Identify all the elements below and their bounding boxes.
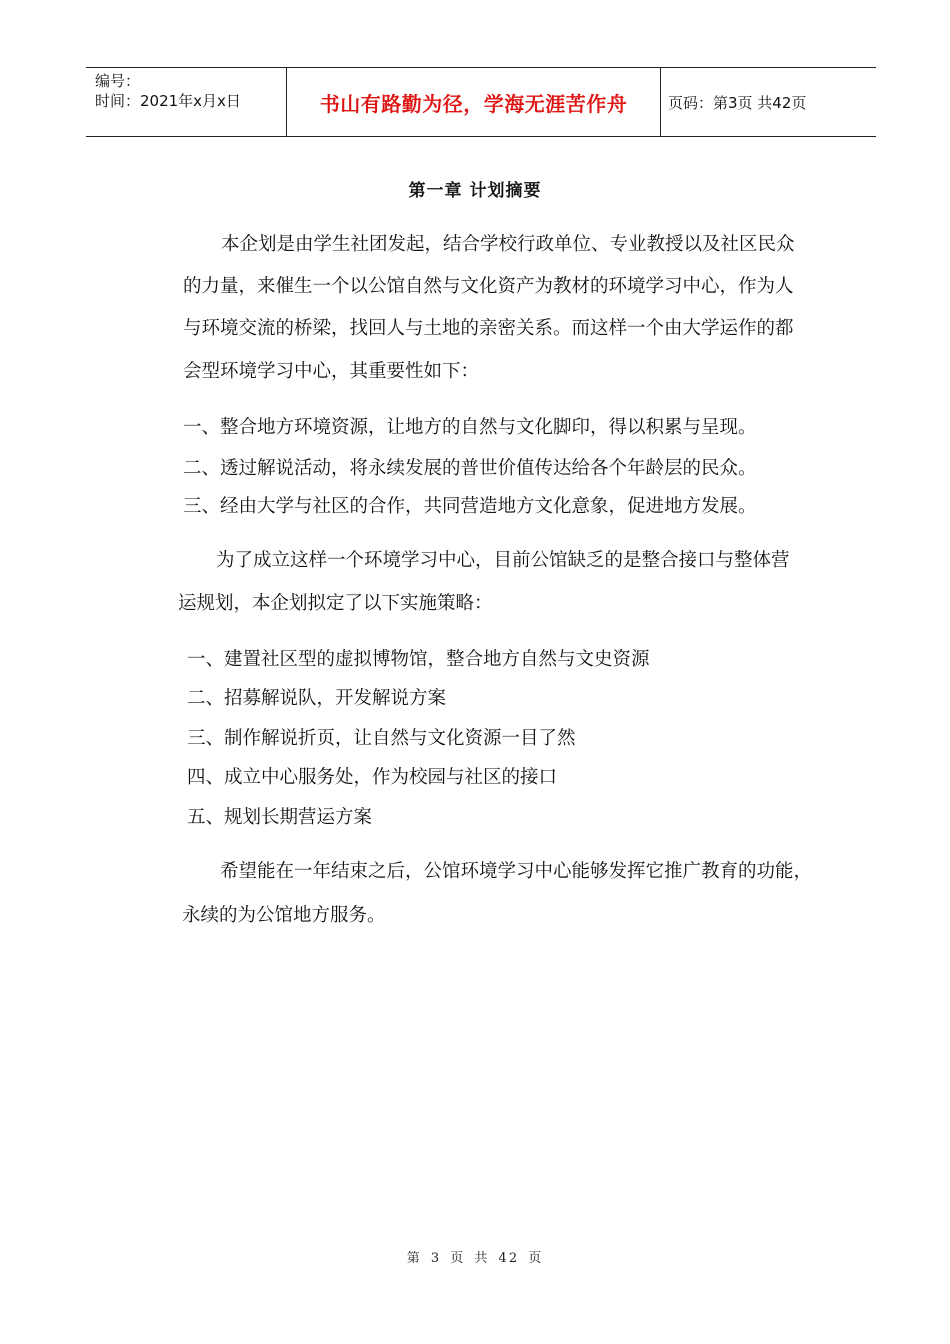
- document-number-label: 编号：: [95, 72, 141, 90]
- strategy-item: 三、制作解说折页，让自然与文化资源一目了然: [187, 728, 576, 749]
- importance-item: 二、透过解说活动，将永续发展的普世价值传达给各个年龄层的民众。: [183, 458, 757, 479]
- header-motto-cell: [287, 68, 661, 136]
- strategy-item: 二、招募解说队，开发解说方案: [187, 688, 447, 709]
- header-motto: 书山有路勤为径，学海无涯苦作舟: [319, 91, 628, 116]
- page-footer: 第 3 页 共 42 页: [406, 1251, 544, 1266]
- paragraph-line: 运规划，本企划拟定了以下实施策略：: [178, 593, 493, 614]
- header-meta-cell: [86, 68, 287, 136]
- paragraph-line: 永续的为公馆地方服务。: [182, 905, 386, 926]
- paragraph-line: 的力量，来催生一个以公馆自然与文化资产为教材的环境学习中心，作为人: [183, 276, 794, 297]
- paragraph-line: 与环境交流的桥梁，找回人与土地的亲密关系。而这样一个由大学运作的都: [183, 318, 794, 339]
- paragraph-line: 为了成立这样一个环境学习中心，目前公馆缺乏的是整合接口与整体营: [216, 550, 790, 571]
- paragraph-line: 会型环境学习中心，其重要性如下：: [183, 361, 480, 382]
- importance-item: 三、经由大学与社区的合作，共同营造地方文化意象，促进地方发展。: [183, 496, 757, 517]
- importance-item: 一、整合地方环境资源，让地方的自然与文化脚印，得以积累与呈现。: [183, 417, 757, 438]
- header-page-number: 页码：第3页 共42页: [668, 93, 807, 112]
- page-header: [86, 67, 876, 137]
- paragraph-line: 本企划是由学生社团发起，结合学校行政单位、专业教授以及社区民众: [221, 234, 795, 255]
- document-date-label: 时间：2021年x月x日: [95, 92, 241, 110]
- chapter-title: 第一章 计划摘要: [408, 181, 542, 201]
- header-page-cell: [661, 68, 876, 136]
- strategy-item: 四、成立中心服务处，作为校园与社区的接口: [187, 767, 558, 788]
- paragraph-line: 希望能在一年结束之后，公馆环境学习中心能够发挥它推广教育的功能，: [220, 861, 813, 882]
- strategy-item: 一、建置社区型的虚拟博物馆，整合地方自然与文史资源: [187, 649, 650, 670]
- strategy-item: 五、规划长期营运方案: [187, 807, 373, 828]
